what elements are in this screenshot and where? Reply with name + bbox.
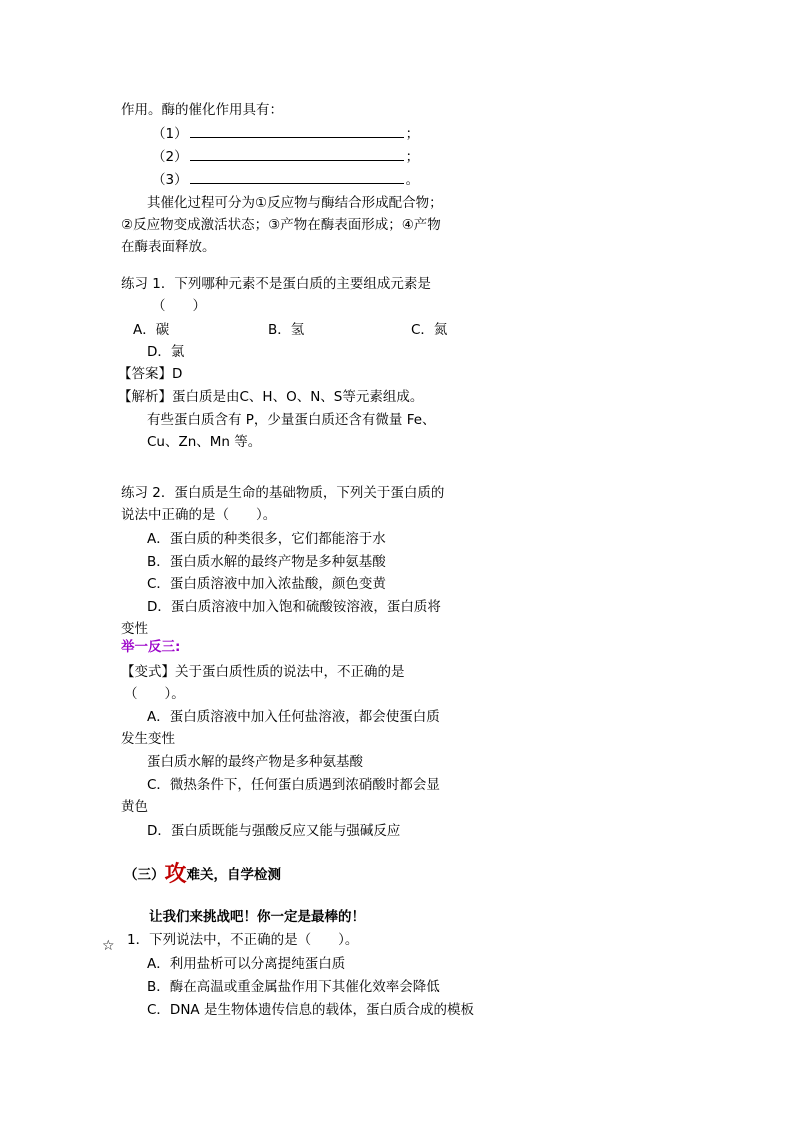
analysis-label: 【解析】	[118, 389, 172, 405]
ex2-option-d: D．蛋白质溶液中加入饱和硫酸铵溶液，蛋白质将	[147, 599, 441, 615]
fill-blank[interactable]	[190, 123, 404, 138]
fill-blank[interactable]	[190, 169, 404, 184]
blank-item-2	[152, 146, 419, 167]
q1-option-c: C．DNA 是生物体遗传信息的载体，蛋白质合成的模板	[147, 1002, 474, 1018]
ex2-option-a: A．蛋白质的种类很多，它们都能溶于水	[147, 531, 386, 547]
ex2-question: 说法中正确的是（ ）。	[121, 507, 277, 523]
intro-line: 作用。酶的催化作用具有：	[121, 102, 283, 118]
section-heading	[124, 862, 281, 888]
ex1-answer: 【答案】D	[118, 366, 183, 382]
variant-option-b: 蛋白质水解的最终产物是多种氨基酸	[147, 754, 363, 770]
item-number: （3）	[152, 172, 188, 188]
ex1-option-d: D．氯	[147, 344, 185, 360]
variant-label: 【变式】	[121, 664, 175, 680]
item-number: （2）	[152, 149, 188, 165]
q1-option-a: A．利用盐析可以分离提纯蛋白质	[147, 956, 346, 972]
process-text: 其催化过程可分为①反应物与酶结合形成配合物；	[147, 195, 443, 211]
process-text: 在酶表面释放。	[121, 239, 216, 255]
section-title: 难关，自学检测	[186, 867, 282, 883]
ex2-question: 练习 2．蛋白质是生命的基础物质，下列关于蛋白质的	[121, 485, 445, 501]
star-icon: ☆	[102, 938, 115, 954]
process-text: ②反应物变成激活状态；③产物在酶表面形成；④产物	[121, 217, 441, 233]
variant-question	[121, 662, 405, 682]
blank-item-1	[152, 123, 419, 144]
variant-option-d: D．蛋白质既能与强酸反应又能与强碱反应	[147, 823, 401, 839]
variant-heading: 举一反三:	[121, 639, 181, 655]
ex1-analysis-text: Cu、Zn、Mn 等。	[147, 434, 262, 450]
ex1-answer-paren: （ ）	[152, 298, 206, 314]
ex2-option-b: B．蛋白质水解的最终产物是多种氨基酸	[147, 554, 386, 570]
ex1-option-c: C．氮	[411, 322, 448, 338]
ex2-option-d: 变性	[121, 621, 148, 637]
section-big-char: 攻	[164, 862, 187, 887]
variant-question: （ ）。	[124, 686, 185, 702]
blank-item-3	[152, 169, 419, 190]
ex2-option-c: C．蛋白质溶液中加入浓盐酸，颜色变黄	[147, 576, 386, 592]
variant-option-a: A．蛋白质溶液中加入任何盐溶液，都会使蛋白质	[147, 709, 440, 725]
ex1-option-a: A．碳	[133, 322, 170, 338]
ex1-question: 练习 1．下列哪种元素不是蛋白质的主要组成元素是	[121, 276, 431, 292]
item-end: ；	[405, 149, 420, 165]
section-prefix: （三）	[124, 867, 165, 883]
q1-question: 1．下列说法中，不正确的是（ ）。	[127, 932, 359, 948]
item-end: 。	[405, 172, 420, 188]
challenge-text: 让我们来挑战吧！你一定是最棒的！	[149, 909, 365, 925]
variant-option-c: C．微热条件下，任何蛋白质遇到浓硝酸时都会显	[147, 777, 440, 793]
variant-option-a: 发生变性	[121, 731, 175, 747]
fill-blank[interactable]	[190, 146, 404, 161]
item-end: ；	[405, 126, 420, 142]
variant-question-text: 关于蛋白质性质的说法中，不正确的是	[175, 664, 405, 680]
item-number: （1）	[152, 126, 188, 142]
ex1-analysis	[118, 387, 423, 407]
variant-option-c: 黄色	[121, 799, 148, 815]
q1-option-b: B．酶在高温或重金属盐作用下其催化效率会降低	[147, 979, 440, 995]
ex1-analysis-text: 有些蛋白质含有 P，少量蛋白质还含有微量 Fe、	[147, 412, 436, 428]
analysis-text: 蛋白质是由C、H、O、N、S等元素组成。	[172, 389, 424, 405]
ex1-option-b: B．氢	[268, 322, 305, 338]
